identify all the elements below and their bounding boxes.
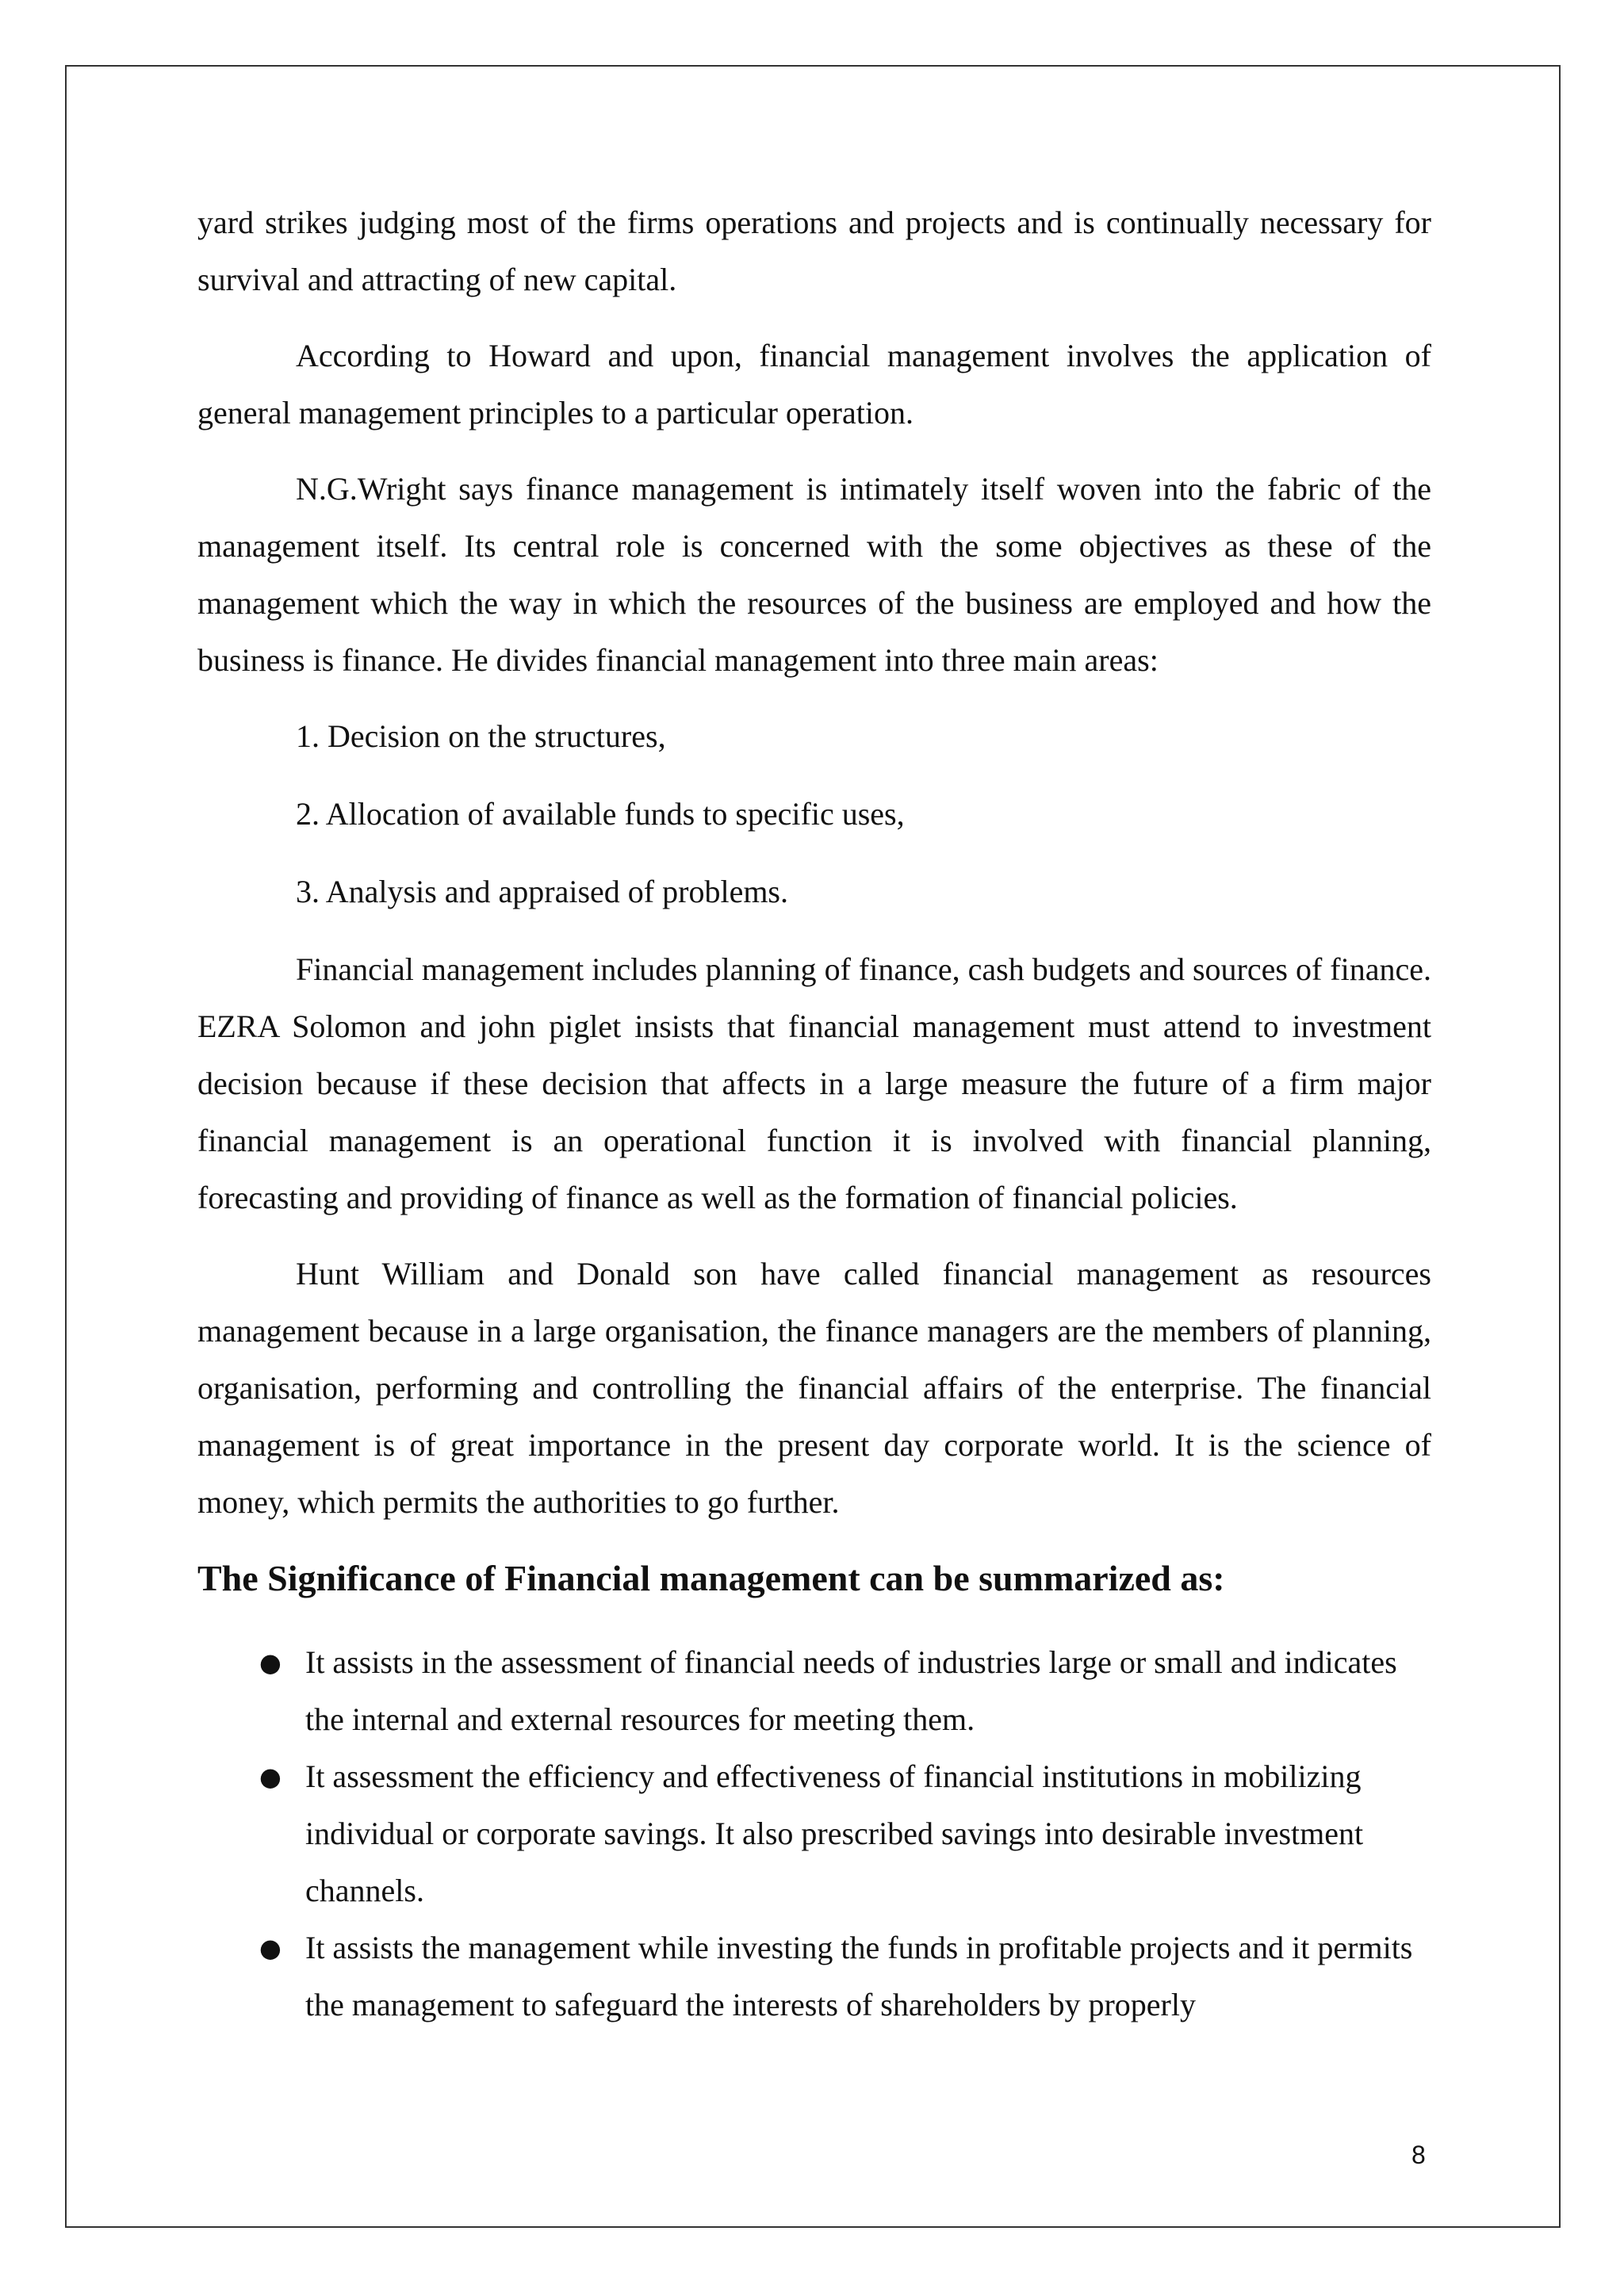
bullet-text: It assessment the efficiency and effectiveness of financial institutions in mobilizing individual or corporate savings. It also prescribed savings into desirable investment channels. xyxy=(305,1758,1364,1908)
page-number: 8 xyxy=(1411,2141,1426,2169)
bullet-item-investing xyxy=(197,1919,1431,2034)
document-body xyxy=(197,194,1431,2034)
paragraph-howard: According to Howard and upon, financial management involves the application of general management principles to a particular operation. xyxy=(197,338,1431,430)
paragraph-hunt-william: Hunt William and Donald son have called financial management as resources management because in a large organisation, the finance managers are the members of planning, organisation, performing and controlling the financial affairs of the enterprise. The financial management is of great importance in the present day corporate world. It is the science of money, which permits the authorities to go further. xyxy=(197,1256,1431,1520)
bullet-text: It assists the management while investing the funds in profitable projects and it permits the management to safeguard the interests of shareholders by properly xyxy=(305,1930,1413,2022)
significance-bullet-list xyxy=(197,1634,1431,2034)
paragraph-financial-management: Financial management includes planning of finance, cash budgets and sources of finance. EZRA Solomon and john piglet insists that financial management must attend to investment decision because if these decision that affects in a large measure the future of a firm major financial management is an operational function it is involved with financial planning, forecasting and providing of finance as well as the formation of financial policies. xyxy=(197,951,1431,1215)
paragraph-continuation: yard strikes judging most of the firms operations and projects and is continually necessary for survival and attracting of new capital. xyxy=(197,205,1431,297)
list-item-allocation: 2. Allocation of available funds to specific uses, xyxy=(296,796,905,832)
bullet-text: It assists in the assessment of financial needs of industries large or small and indicates the internal and external resources for meeting them. xyxy=(305,1644,1397,1737)
bullet-item-assessment xyxy=(197,1634,1431,1748)
bullet-icon: ● xyxy=(259,1933,282,1963)
paragraph-wright: N.G.Wright says finance management is intimately itself woven into the fabric of the management itself. Its central role is concerned with the some objectives as these of the management which the way in which the resources of the business are employed and how the business is finance. He divides financial management into three main areas: xyxy=(197,471,1431,678)
bullet-icon: ● xyxy=(259,1647,282,1678)
bullet-icon: ● xyxy=(259,1762,282,1792)
list-item-analysis: 3. Analysis and appraised of problems. xyxy=(296,874,788,909)
list-item-structures: 1. Decision on the structures, xyxy=(296,718,666,754)
bullet-item-efficiency xyxy=(197,1748,1431,1919)
section-heading: The Significance of Financial management can be summarized as: xyxy=(197,1558,1225,1598)
